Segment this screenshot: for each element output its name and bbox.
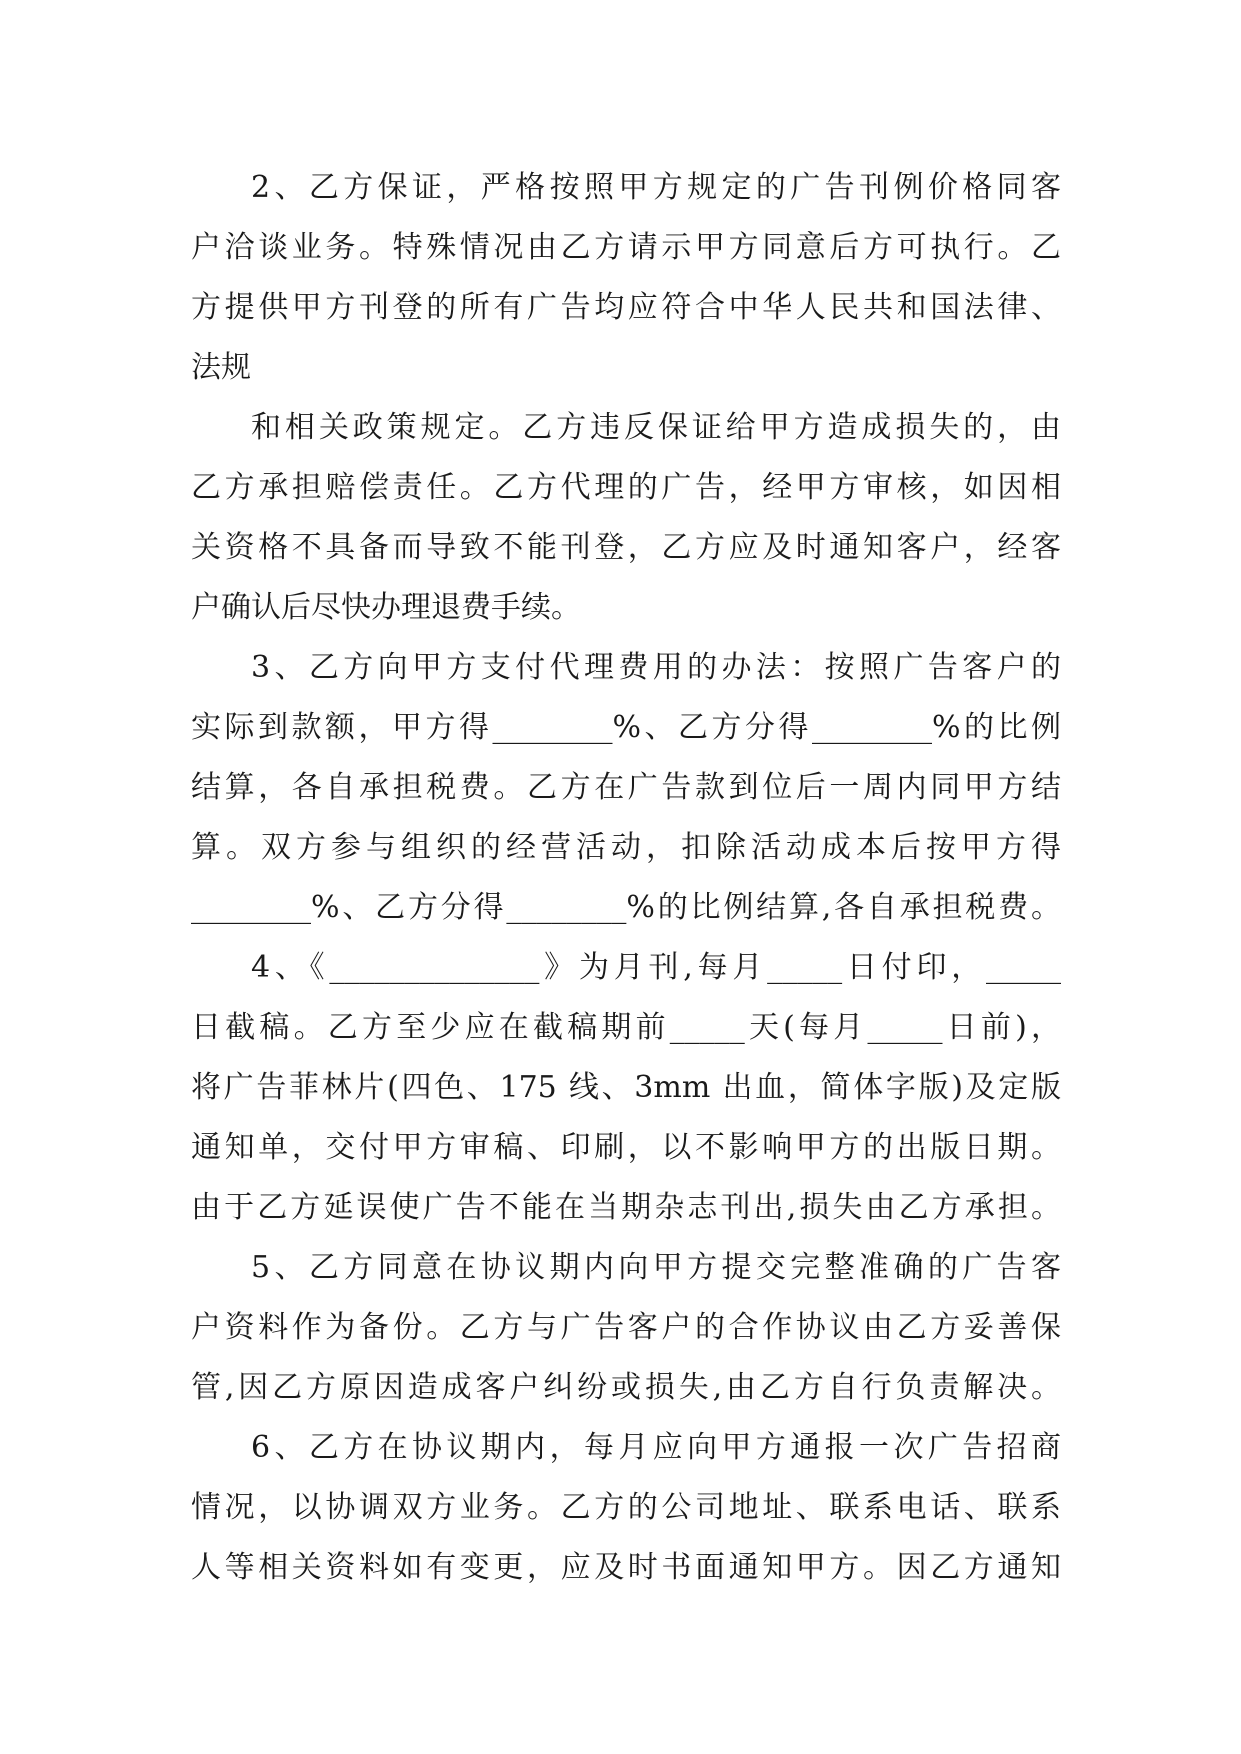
paragraph-3-line-3: 结算，各自承担税费。乙方在广告款到位后一周内同甲方结	[191, 770, 1061, 805]
paragraph-2-line-3: 方提供甲方刊登的所有广告均应符合中华人民共和国法律、	[191, 290, 1061, 325]
paragraph-2b-line-1: 和相关政策规定。乙方违反保证给甲方造成损失的，由	[251, 410, 1061, 445]
paragraph-3-line-5: ________%、乙方分得________%的比例结算,各自承担税费。	[191, 890, 1061, 925]
paragraph-4-line-3: 将广告菲林片(四色、175 线、3mm 出血，简体字版)及定版	[191, 1070, 1061, 1105]
paragraph-4-line-2: 日截稿。乙方至少应在截稿期前_____天(每月_____日前)，	[191, 1010, 1061, 1045]
paragraph-6-line-2: 情况，以协调双方业务。乙方的公司地址、联系电话、联系	[191, 1490, 1061, 1525]
paragraph-2-line-2: 户洽谈业务。特殊情况由乙方请示甲方同意后方可执行。乙	[191, 230, 1061, 265]
paragraph-4-line-4: 通知单，交付甲方审稿、印刷，以不影响甲方的出版日期。	[191, 1130, 1061, 1165]
paragraph-3-line-1: 3、乙方向甲方支付代理费用的办法：按照广告客户的	[251, 650, 1061, 685]
paragraph-2b-line-3: 关资格不具备而导致不能刊登，乙方应及时通知客户，经客	[191, 530, 1061, 565]
paragraph-2-line-1: 2、乙方保证，严格按照甲方规定的广告刊例价格同客	[251, 170, 1061, 205]
paragraph-2-line-4: 法规	[191, 350, 251, 385]
paragraph-4-line-1: 4、《______________》为月刊,每月_____日付印，_____	[251, 950, 1061, 985]
paragraph-5-line-2: 户资料作为备份。乙方与广告客户的合作协议由乙方妥善保	[191, 1310, 1061, 1345]
paragraph-5-line-3: 管,因乙方原因造成客户纠纷或损失,由乙方自行负责解决。	[191, 1370, 1061, 1405]
paragraph-6-line-1: 6、乙方在协议期内，每月应向甲方通报一次广告招商	[251, 1430, 1061, 1465]
paragraph-3-line-2: 实际到款额，甲方得________%、乙方分得________%的比例	[191, 710, 1061, 745]
paragraph-4-line-5: 由于乙方延误使广告不能在当期杂志刊出,损失由乙方承担。	[191, 1190, 1061, 1225]
paragraph-6-line-3: 人等相关资料如有变更，应及时书面通知甲方。因乙方通知	[191, 1550, 1061, 1585]
document-body	[191, 158, 1061, 1598]
paragraph-3-line-4: 算。双方参与组织的经营活动，扣除活动成本后按甲方得	[191, 830, 1061, 865]
paragraph-2b-line-2: 乙方承担赔偿责任。乙方代理的广告，经甲方审核，如因相	[191, 470, 1061, 505]
paragraph-5-line-1: 5、乙方同意在协议期内向甲方提交完整准确的广告客	[251, 1250, 1061, 1285]
paragraph-2b-line-4: 户确认后尽快办理退费手续。	[191, 590, 581, 625]
